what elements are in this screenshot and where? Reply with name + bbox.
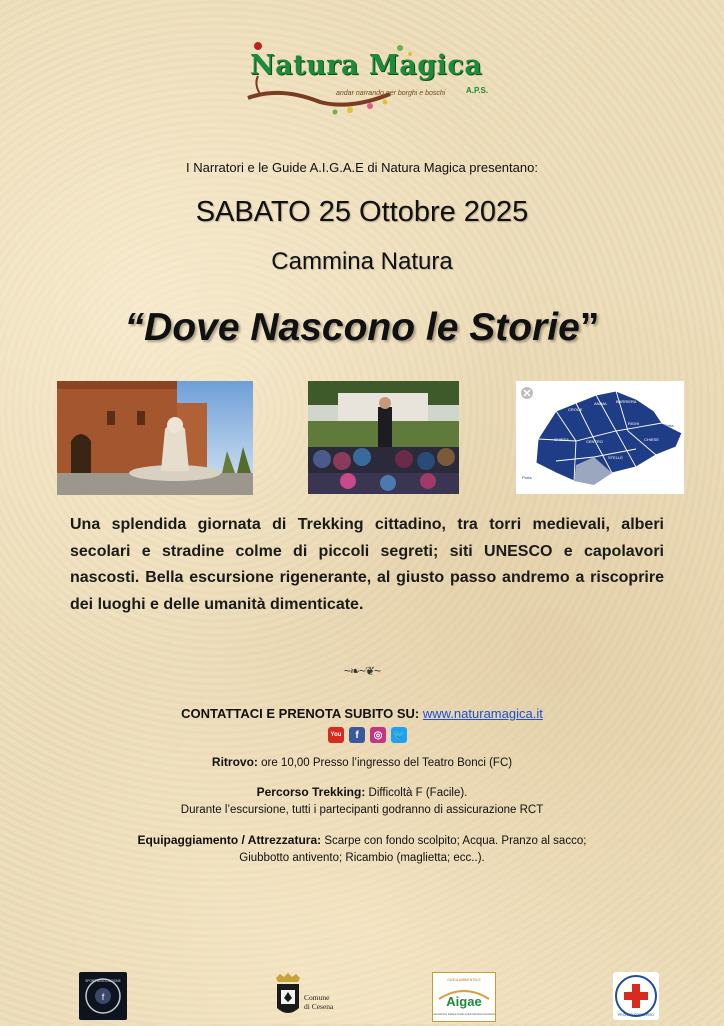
sport-association-logo <box>79 972 127 1020</box>
map-district-label: STELLE <box>608 455 623 460</box>
event-date: SABATO 25 Ottobre 2025 <box>195 196 529 228</box>
svg-text:SPORT ASSOCIAZIONE: SPORT ASSOCIAZIONE <box>85 979 121 983</box>
map-district-label: CROCE <box>568 407 583 412</box>
equipment-line2: Giubbotto antivento; Ricambio (maglietta; ecc..). <box>239 852 485 864</box>
website-link[interactable]: www.naturamagica.it <box>422 706 543 721</box>
svg-text:PRONTO SOCCORSO: PRONTO SOCCORSO <box>617 1013 655 1017</box>
map-district-label: BARRIERA <box>616 399 637 404</box>
event-description: Una splendida giornata di Trekking cittadino, tra torri medievali, alberi secolari e stradine colme di piccoli segreti; siti UNESCO e capolavori nascosti. Bella escursione rigenerante, al giusto passo andremo a riscoprire dei luoghi e delle umanità dimenticate. <box>70 516 664 613</box>
ornament-divider: ~❧~❦~ <box>343 664 381 678</box>
trek-route <box>0 784 724 819</box>
first-aid-logo <box>613 972 659 1020</box>
youtube-icon[interactable]: You <box>328 727 344 743</box>
map-district-label: CENTRO <box>586 439 603 444</box>
title-text: Dove Nascono le Storie <box>144 306 580 349</box>
trek-route-value: Difficoltà F (Facile). <box>365 787 468 799</box>
map-district-label: CHIESE <box>644 437 659 442</box>
aigae-logo <box>432 972 496 1022</box>
logo-brand: Natura Magica <box>250 50 483 81</box>
logo-suffix: A.P.S. <box>466 86 489 95</box>
map-district-label: ANIMA <box>594 401 607 406</box>
event-title <box>0 306 724 350</box>
instagram-icon[interactable]: ◎ <box>370 727 386 743</box>
natura-magica-logo <box>240 36 502 118</box>
facebook-icon[interactable]: f <box>349 727 365 743</box>
meeting-point-value: ore 10,00 Presso l’ingresso del Teatro Bonci (FC) <box>257 757 513 769</box>
meeting-point-label: Ritrovo: <box>211 755 258 769</box>
svg-text:f: f <box>101 992 105 1002</box>
comune-di-cesena-logo <box>272 972 342 1020</box>
twitter-icon[interactable]: 🐦 <box>391 727 407 743</box>
contact-colon: : <box>414 706 423 721</box>
event-type: Cammina Natura <box>271 248 453 275</box>
guide-group-photo <box>308 381 459 494</box>
svg-text:Porta: Porta <box>664 423 674 428</box>
meeting-point <box>0 754 724 772</box>
title-close-quote: ” <box>579 306 600 349</box>
map-district-label: RIGHI <box>628 421 640 426</box>
social-icons <box>328 727 407 743</box>
title-open-quote: “ <box>124 306 145 349</box>
trek-route-label: Percorso Trekking: <box>256 785 366 799</box>
svg-text:Porta: Porta <box>522 475 532 480</box>
svg-text:GUIDA AMBIENTALE: GUIDA AMBIENTALE <box>447 978 481 982</box>
logo-tagline: andar narrando per borghi e boschi <box>336 90 446 97</box>
castle-fountain-photo <box>57 381 253 495</box>
svg-text:Associazione Italiana Guide Am: Associazione Italiana Guide Ambientali Escursionistiche <box>433 1013 495 1016</box>
crown-icon <box>276 973 300 982</box>
equipment-label: Equipaggiamento / Attrezzatura: <box>137 833 322 847</box>
svg-text:Comune: Comune <box>304 993 330 1002</box>
svg-text:Aigae: Aigae <box>446 994 482 1009</box>
contact-label: CONTATTACI E PRENOTA SUBITO SU <box>181 706 415 721</box>
map-district-label: CHIESA <box>554 437 569 442</box>
insurance-note: Durante l’escursione, tutti i partecipanti godranno di assicurazione RCT <box>180 804 544 816</box>
intro-text: I Narratori e le Guide A.I.G.A.E di Natura Magica presentano: <box>186 160 538 175</box>
contact-line <box>0 706 724 721</box>
svg-text:di Cesena: di Cesena <box>304 1002 334 1011</box>
equipment <box>0 832 724 867</box>
city-map-image <box>516 381 684 494</box>
equipment-line1: Scarpe con fondo scolpito; Acqua. Pranzo al sacco; <box>321 835 587 847</box>
